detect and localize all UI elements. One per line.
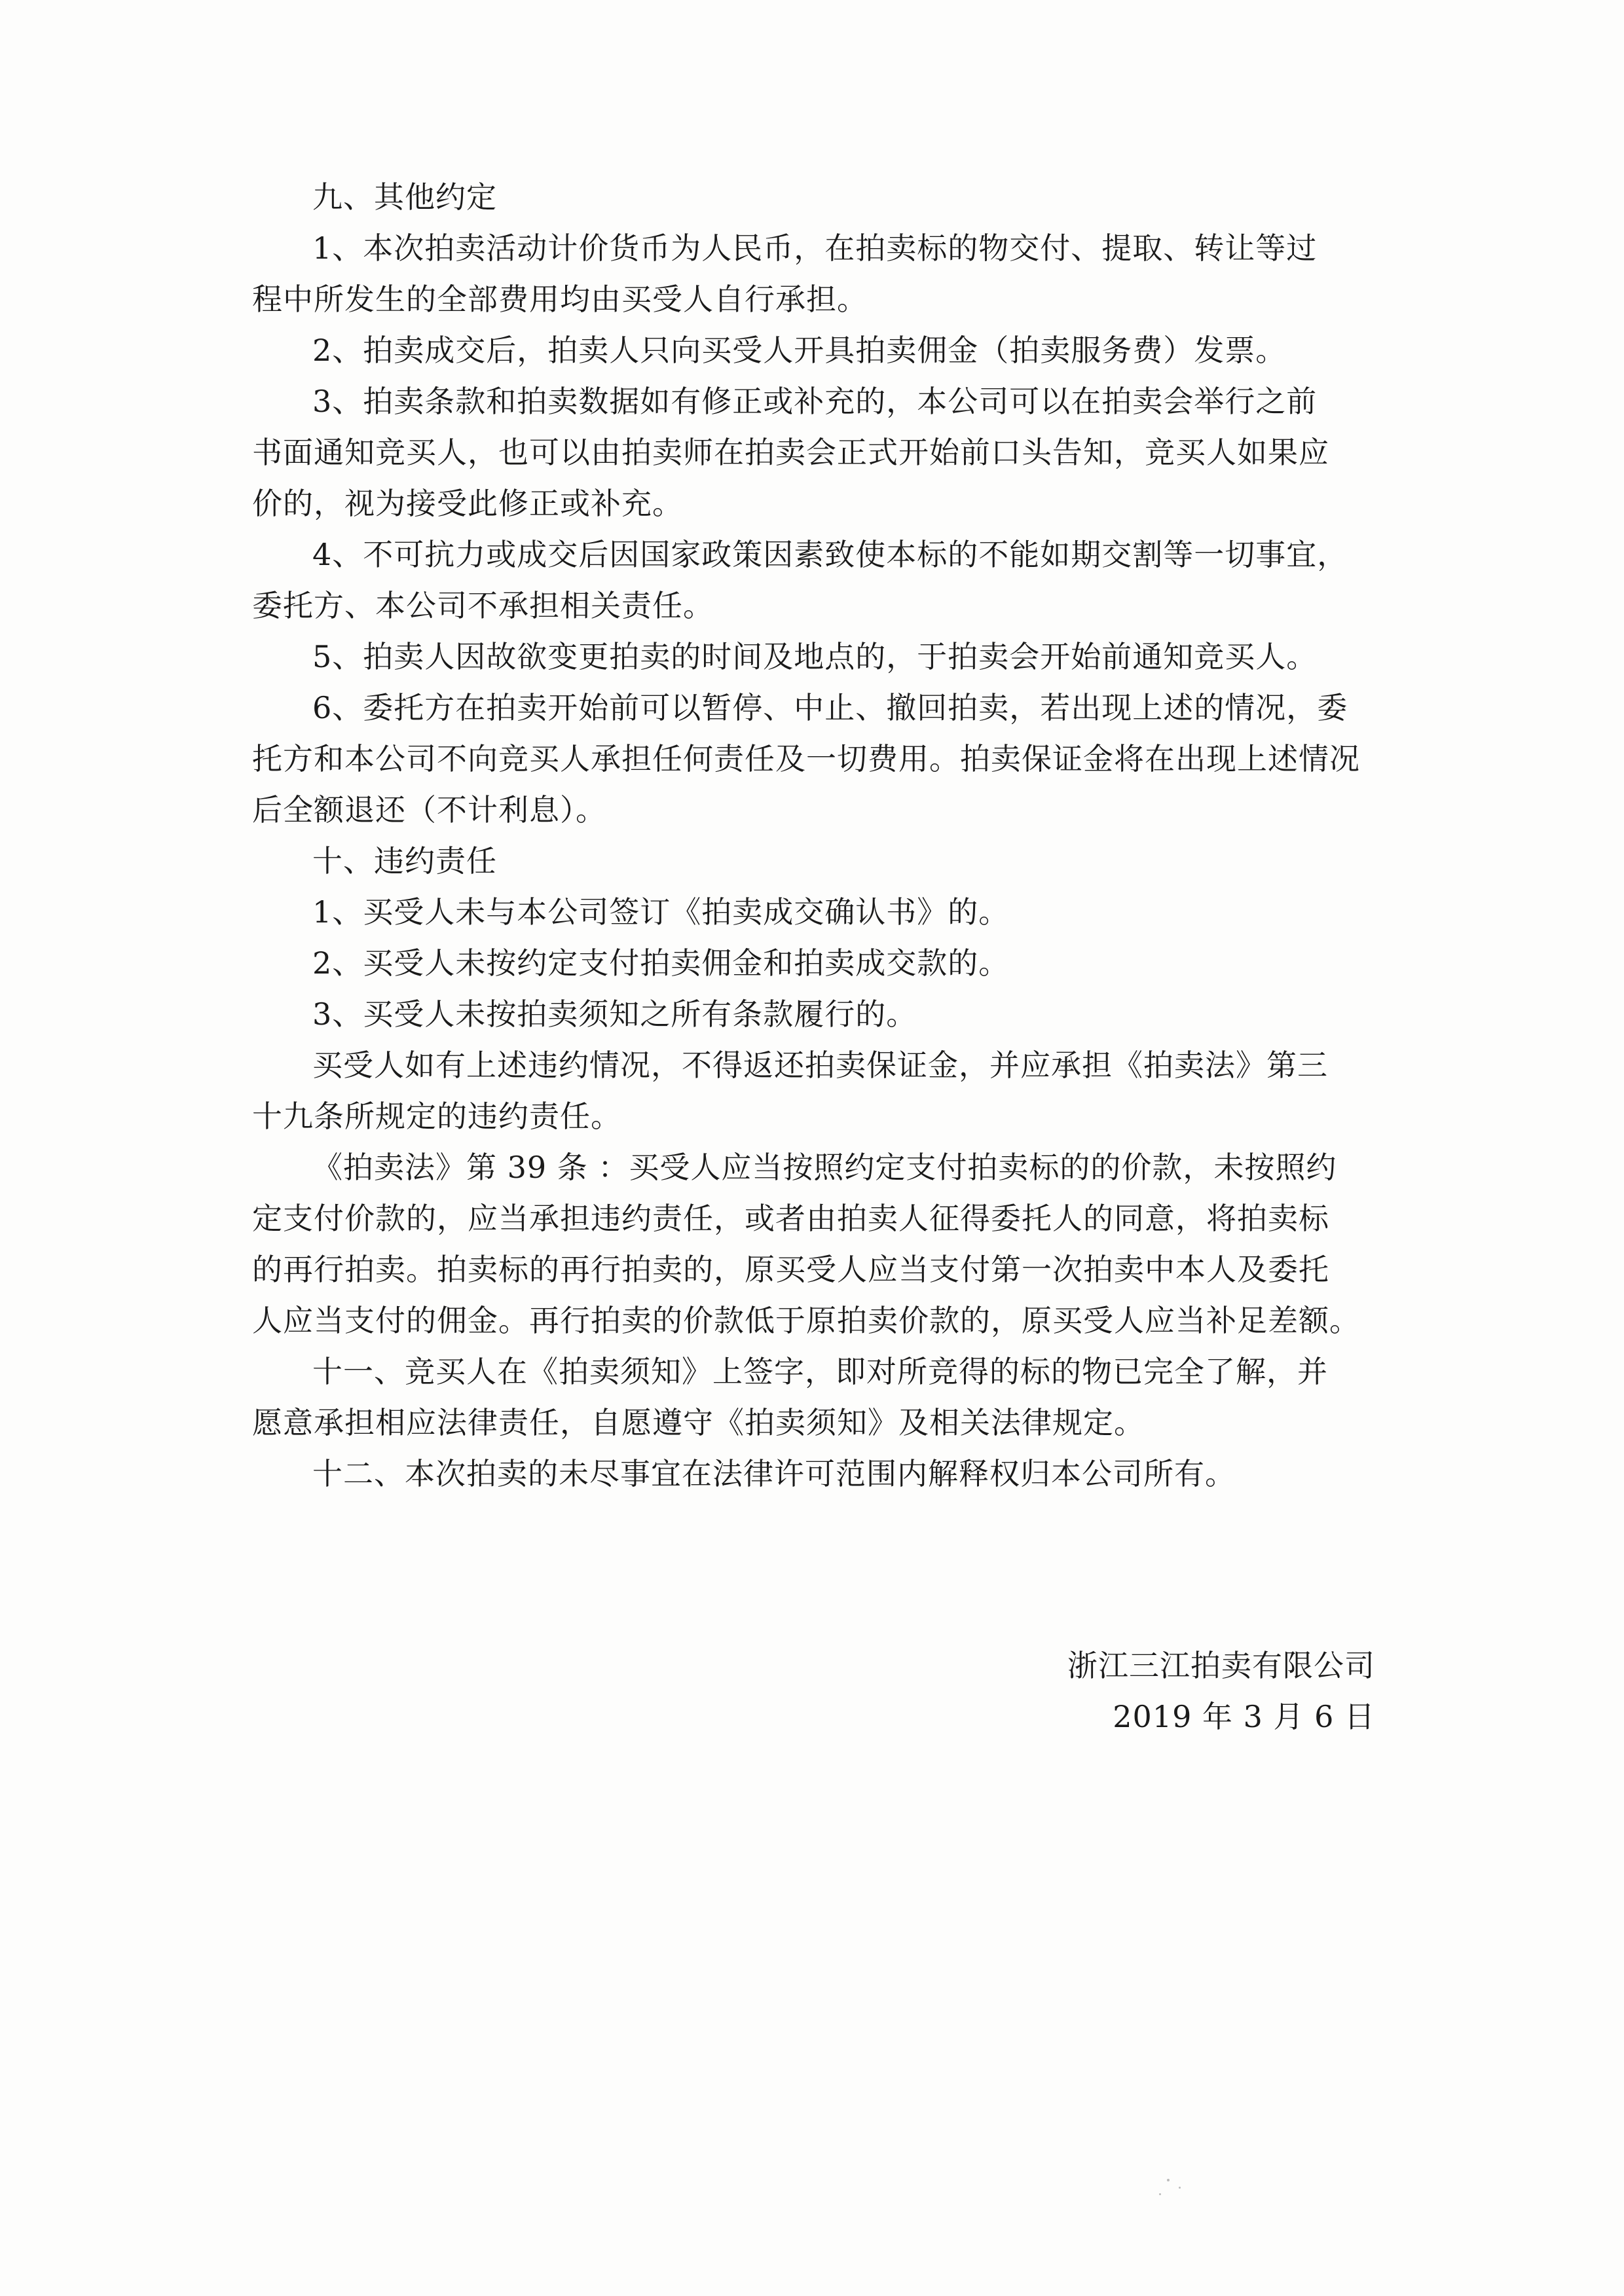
document-body [252, 172, 1378, 1499]
text-line: 十一、竞买人在《拍卖须知》上签字，即对所竞得的标的物已完全了解，并 [312, 1354, 1328, 1389]
text-line: 人应当支付的佣金。再行拍卖的价款低于原拍卖价款的，原买受人应当补足差额。 [252, 1303, 1360, 1338]
scan-speck [1179, 2187, 1181, 2189]
text-line: 3、买受人未按拍卖须知之所有条款履行的。 [312, 996, 917, 1032]
text-line: 书面通知竞买人，也可以由拍卖师在拍卖会正式开始前口头告知，竞买人如果应 [252, 435, 1329, 470]
text-line: 愿意承担相应法律责任，自愿遵守《拍卖须知》及相关法律规定。 [252, 1405, 1145, 1440]
text-line: 后全额退还（不计利息）。 [252, 792, 606, 828]
text-line: 1、买受人未与本公司签订《拍卖成交确认书》的。 [312, 894, 1010, 930]
document-date: 2019 年 3 月 6 日 [1113, 1699, 1375, 1734]
text-line: 2、拍卖成交后，拍卖人只向买受人开具拍卖佣金（拍卖服务费）发票。 [312, 333, 1287, 368]
text-line: 十九条所规定的违约责任。 [252, 1099, 621, 1134]
text-line: 5、拍卖人因故欲变更拍卖的时间及地点的，于拍卖会开始前通知竞买人。 [312, 639, 1318, 674]
text-line: 定支付价款的，应当承担违约责任，或者由拍卖人征得委托人的同意，将拍卖标 [252, 1201, 1329, 1236]
text-line: 九、其他约定 [312, 179, 497, 215]
text-line: 买受人如有上述违约情况，不得返还拍卖保证金，并应承担《拍卖法》第三 [312, 1048, 1328, 1083]
company-name: 浙江三江拍卖有限公司 [1067, 1648, 1375, 1683]
text-line: 3、拍卖条款和拍卖数据如有修正或补充的，本公司可以在拍卖会举行之前 [312, 384, 1318, 419]
text-line: 《拍卖法》第 39 条 ：买受人应当按照约定支付拍卖标的的价款，未按照约 [312, 1150, 1337, 1185]
text-line: 程中所发生的全部费用均由买受人自行承担。 [252, 282, 868, 317]
text-line: 2、买受人未按约定支付拍卖佣金和拍卖成交款的。 [312, 945, 1010, 981]
text-line: 十、违约责任 [312, 843, 497, 879]
scan-speck [1167, 2179, 1170, 2181]
text-line: 6、委托方在拍卖开始前可以暂停、中止、撤回拍卖，若出现上述的情况，委 [312, 690, 1348, 725]
scan-speck [1159, 2193, 1161, 2195]
text-line: 十二、本次拍卖的未尽事宜在法律许可范围内解释权归本公司所有。 [312, 1456, 1236, 1491]
text-line: 4、不可抗力或成交后因国家政策因素致使本标的不能如期交割等一切事宜， [312, 537, 1348, 572]
text-line: 托方和本公司不向竞买人承担任何责任及一切费用。拍卖保证金将在出现上述情况 [252, 741, 1360, 776]
signature-block [1067, 1640, 1375, 1742]
text-line: 价的，视为接受此修正或补充。 [252, 486, 683, 521]
text-line: 的再行拍卖。拍卖标的再行拍卖的，原买受人应当支付第一次拍卖中本人及委托 [252, 1252, 1329, 1287]
text-line: 1、本次拍卖活动计价货币为人民币，在拍卖标的物交付、提取、转让等过 [312, 230, 1318, 266]
text-line: 委托方、本公司不承担相关责任。 [252, 588, 714, 623]
